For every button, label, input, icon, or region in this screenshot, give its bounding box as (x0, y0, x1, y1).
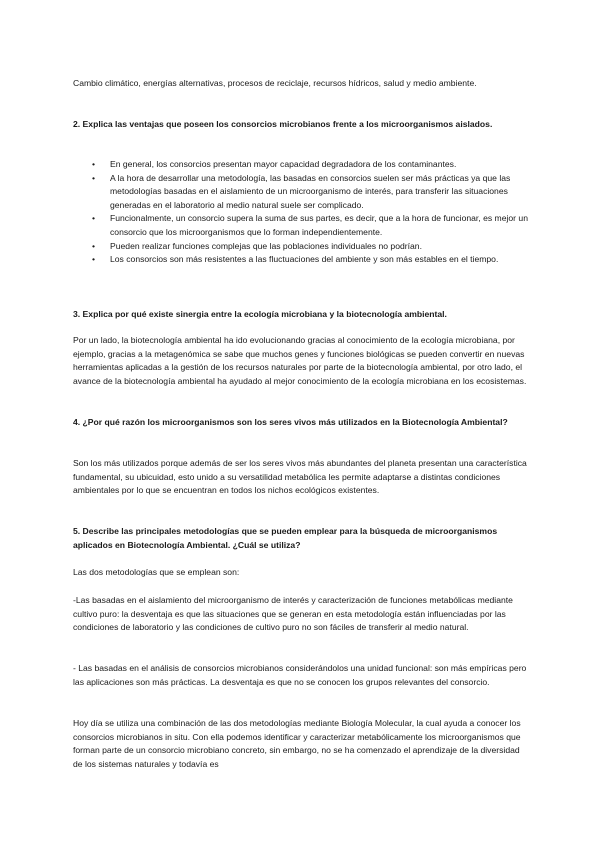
question-5-heading: 5. Describe las principales metodologías que se pueden emplear para la búsqueda de microorganismos aplicados en Biotecnología Ambiental. ¿Cuál se utiliza? (73, 526, 498, 550)
list-item: • A la hora de desarrollar una metodología, las basadas en consorcios suelen ser más prácticas ya que las metodologías basadas en el aislamiento de un microorganismo de interés, para transferir las situaciones generadas en el laboratorio al medio natural suele ser complicado. (92, 172, 511, 210)
intro-paragraph: Cambio climático, energías alternativas, procesos de reciclaje, recursos hídricos, salud y medio ambiente. (73, 78, 477, 88)
question-5-conclusion: Hoy día se utiliza una combinación de las dos metodologías mediante Biología Molecular, la cual ayuda a conocer los consorcios microbianos in situ. Con ella podemos identificar y caracterizar metabólicamente los microorganismos que forman parte de un consorcio microbiano concreto, sin embargo, no se ha comenzado el aprendizaje de la diversidad de los sistemas naturales y todavía es (73, 718, 521, 769)
bullet-icon: • (92, 159, 96, 169)
question-3-answer: Por un lado, la biotecnología ambiental ha ido evolucionando gracias al conocimiento de la ecología microbiana, por ejemplo, gracias a la metagenómica se sabe que muchos genes y funciones biológicas se pueden convertir en nuevas herramientas aplicadas a la gestión de los recursos naturales por parte de la biotecnología ambiental, por otro lado, el avance de la biotecnología ambiental ha ayudado al mejor conocimiento de la ecología microbiana en los ecosistemas. (73, 335, 527, 386)
list-item: • Funcionalmente, un consorcio supera la suma de sus partes, es decir, que a la hora de funcionar, es mejor un consorcio que los microorganismos que lo forman independientemente. (92, 213, 528, 237)
list-item: • En general, los consorcios presentan mayor capacidad degradadora de los contaminantes. (73, 158, 528, 172)
q2-advantages-list (73, 158, 528, 267)
bullet-icon: • (92, 172, 96, 183)
question-5-intro: Las dos metodologías que se emplean son: (73, 567, 240, 577)
question-3-heading: 3. Explica por qué existe sinergia entre la ecología microbiana y la biotecnología ambiental. (73, 309, 447, 319)
question-5-method-2: - Las basadas en el análisis de consorcios microbianos considerándolos una unidad funcional: son más empíricas pero las aplicaciones son más prácticas. La desventaja es que no se conocen los grupos relevantes del consorcio. (73, 663, 527, 687)
question-4-answer: Son los más utilizados porque además de ser los seres vivos más abundantes del planeta presentan una característica fundamental, su ubicuidad, esto unido a su versatilidad metabólica les permite adaptarse a distintas condiciones ambientales por lo que se encuentran en todos los nichos ecológicos existentes. (73, 458, 527, 496)
bullet-icon: • (92, 213, 96, 224)
list-item: • Pueden realizar funciones complejas que las poblaciones individuales no podrían. (73, 240, 528, 254)
question-5-method-1: -Las basadas en el aislamiento del microorganismo de interés y caracterización de funciones metabólicas mediante cultivo puro: la desventaja es que las situaciones que se generan en esta metodología están influenciadas por las condiciones de laboratorio y las condiciones de cultivo puro no son fáciles de transferir al medio natural. (73, 595, 513, 633)
bullet-icon: • (92, 240, 96, 251)
bullet-icon: • (92, 254, 96, 265)
question-2-heading: 2. Explica las ventajas que poseen los consorcios microbianos frente a los microorganismos aislados. (73, 119, 493, 129)
question-4-heading: 4. ¿Por qué razón los microorganismos son los seres vivos más utilizados en la Biotecnología Ambiental? (73, 417, 508, 427)
list-item: • Los consorcios son más resistentes a las fluctuaciones del ambiente y son más estables en el tiempo. (73, 253, 528, 267)
